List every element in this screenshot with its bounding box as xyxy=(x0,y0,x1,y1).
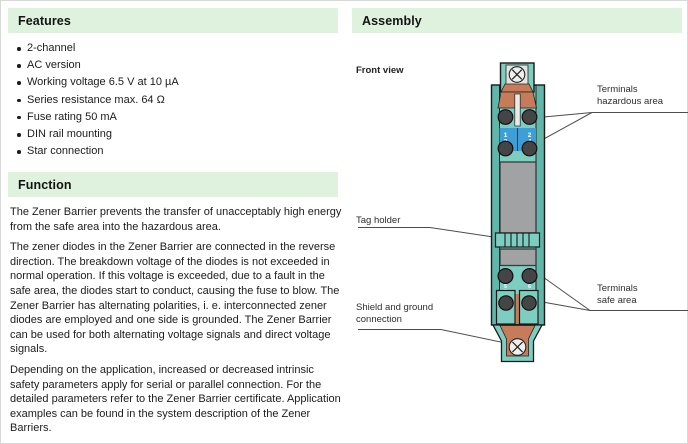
terminals-hazardous-line2: hazardous area xyxy=(597,95,664,107)
assembly-title: Assembly xyxy=(362,13,422,28)
housing-block-lower xyxy=(500,249,536,266)
bullet-icon xyxy=(17,99,21,103)
bullet-icon xyxy=(17,116,21,120)
front-view-label: Front view xyxy=(356,65,404,76)
terminal-hazardous-circle xyxy=(522,141,537,156)
feature-text: DIN rail mounting xyxy=(27,128,112,141)
terminal-number: 6 xyxy=(528,284,531,290)
features-title: Features xyxy=(18,13,71,28)
terminals-safe-line2: safe area xyxy=(597,294,637,306)
function-title: Function xyxy=(18,177,72,192)
feature-item xyxy=(8,143,340,160)
leader-line-shield-ground xyxy=(358,330,510,345)
feature-item xyxy=(8,40,340,57)
features-list xyxy=(8,40,340,160)
terminals-hazardous-line1: Terminals xyxy=(597,84,638,95)
terminal-number: 5 xyxy=(504,284,507,290)
bullet-icon xyxy=(17,64,21,68)
shield-ground-line2: connection xyxy=(356,313,402,325)
terminal-safe-circle xyxy=(522,296,536,310)
terminal-hazardous-circle xyxy=(522,110,537,125)
feature-item xyxy=(8,57,340,74)
bullet-icon xyxy=(17,150,21,154)
shield-ground-line1: Shield and ground xyxy=(356,302,434,313)
feature-text: Star connection xyxy=(27,145,104,158)
zener-barrier-front-view-diagram xyxy=(344,40,688,444)
assembly-section-header xyxy=(352,8,682,33)
terminal-safe-circle xyxy=(498,269,513,284)
function-paragraph: Depending on the application, increased or decreased intrinsic safety parameters apply for serial or parallel connection. For the detailed parameters refer to the Zener Barrier certificate. Application examples can be found in the system description of the Zener Barriers. xyxy=(10,363,341,435)
bullet-icon xyxy=(17,47,21,51)
feature-item xyxy=(8,92,340,109)
terminals-safe-line1: Terminals xyxy=(597,283,638,294)
feature-text: AC version xyxy=(27,59,81,72)
function-paragraph: The zener diodes in the Zener Barrier are connected in the reverse direction. The breakdown voltage of the diodes is not exceeded in normal operation. If this voltage is exceeded, due to a fault in the safe area, the diodes start to conduct, causing the fuse to blow. The Zener Barrier has alternating polarities, i. e. interconnected zener diodes are employed and one side is grounded. The Zener Barrier can be used for both alternating voltage signals and direct voltage signals. xyxy=(10,241,340,356)
function-section-header xyxy=(8,172,338,197)
feature-item xyxy=(8,109,340,126)
feature-item xyxy=(8,74,340,91)
tag-holder-label: Tag holder xyxy=(356,215,401,226)
terminal-safe-circle xyxy=(499,296,513,310)
terminal-number: 1 xyxy=(503,132,508,139)
terminal-safe-circle xyxy=(522,269,537,284)
feature-item xyxy=(8,126,340,143)
feature-text: Series resistance max. 64 Ω xyxy=(27,93,165,106)
bullet-icon xyxy=(17,81,21,85)
features-section-header xyxy=(8,8,338,33)
top-orange-insert xyxy=(501,84,533,92)
function-text xyxy=(10,205,344,442)
function-paragraph: The Zener Barrier prevents the transfer of unacceptably high energy from the safe area into the hazardous area. xyxy=(10,206,342,233)
bullet-icon xyxy=(17,133,21,137)
feature-text: 2-channel xyxy=(27,42,76,54)
housing-block-upper xyxy=(500,162,536,233)
terminal-hazardous-circle xyxy=(498,110,513,125)
feature-text: Fuse rating 50 mA xyxy=(27,110,117,123)
leader-line-tag-holder xyxy=(358,228,500,239)
terminal-hazardous-circle xyxy=(498,141,513,156)
terminal-number: 2 xyxy=(527,132,532,139)
feature-text: Working voltage 6.5 V at 10 µA xyxy=(27,76,179,89)
top-center-slot xyxy=(515,94,520,126)
